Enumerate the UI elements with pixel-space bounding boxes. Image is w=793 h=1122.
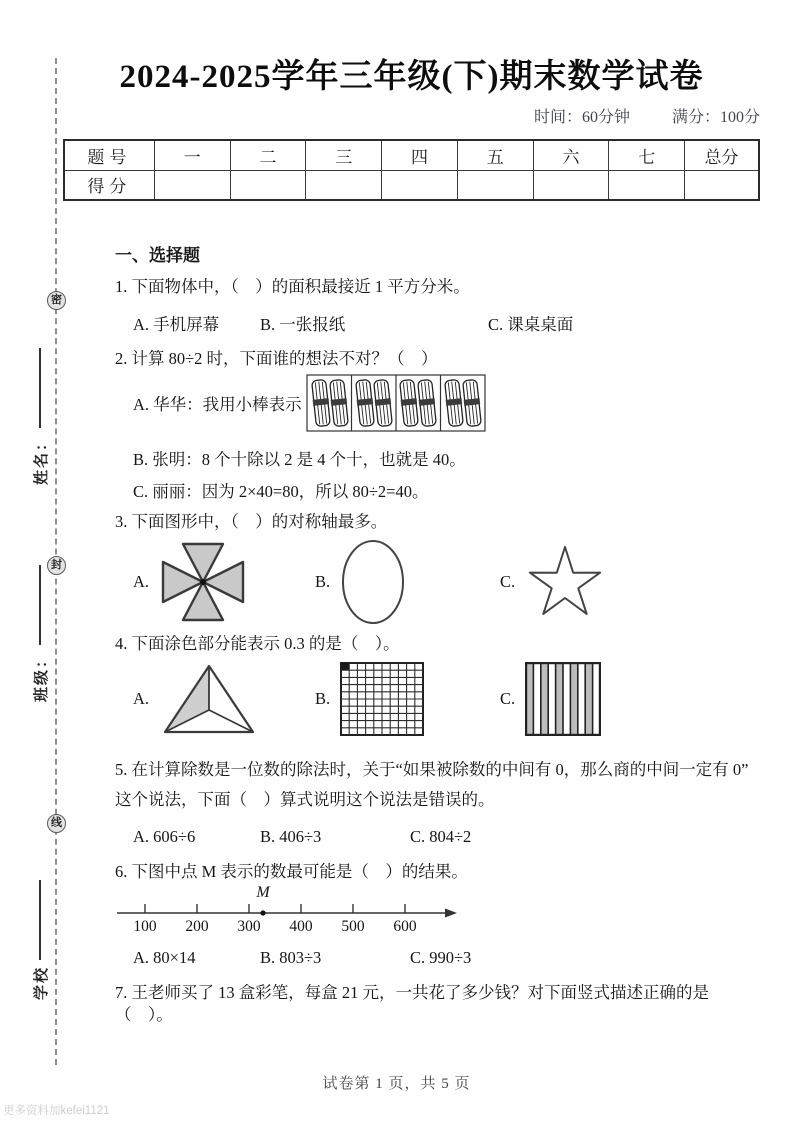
question-1-options — [63, 311, 760, 335]
question-6-options — [63, 948, 760, 968]
section-title: 一、选择题 — [115, 245, 200, 265]
question-3-shapes — [63, 537, 760, 627]
question-3: 3. 下面图形中，（ ）的对称轴最多。 — [115, 511, 388, 531]
option-a: A. 80×14 — [133, 947, 196, 967]
option-c-label: C. — [500, 688, 516, 708]
question-5 — [63, 755, 760, 815]
option-a-label: A. — [133, 688, 150, 708]
question-1: 1. 下面物体中，（ ）的面积最接近 1 平方分米。 — [115, 276, 470, 296]
option-a-text: A. 华华：我用小棒表示 — [133, 394, 302, 414]
class-label: 班级： — [33, 650, 50, 702]
option-b: B. 一张报纸 — [260, 314, 346, 334]
question-5-options — [63, 827, 760, 847]
tick-marks — [145, 904, 405, 913]
q4-option-c — [500, 662, 601, 736]
option-a: A. 手机屏幕 — [133, 314, 220, 334]
circle-shape — [340, 538, 406, 626]
question-2: 2. 计算 80÷2 时，下面谁的想法不对？（ ） — [115, 348, 438, 368]
name-label: 姓名： — [33, 433, 50, 485]
pinwheel-shape — [159, 540, 247, 624]
score-cell — [382, 171, 458, 200]
score-cell — [609, 171, 685, 200]
class-field — [29, 532, 51, 702]
option-b-label: B. — [315, 571, 331, 591]
school-field — [29, 860, 51, 1000]
question-5-line1: 5. 在计算除数是一位数的除法时，关于“如果被除数的中间有 0，那么商的中间一定有 0” — [115, 759, 749, 779]
col-header: 三 — [306, 140, 382, 171]
divided-triangle-shape — [159, 662, 257, 736]
q4-option-a — [133, 662, 315, 736]
col-header: 一 — [154, 140, 230, 171]
number-line-svg — [115, 885, 465, 937]
score-cell — [533, 171, 609, 200]
score-table — [63, 139, 760, 201]
star-shape — [525, 544, 605, 620]
point-m-label: M — [256, 884, 270, 901]
question-2-option-a — [63, 374, 760, 432]
question-4-shapes — [63, 659, 760, 739]
q4-option-b — [315, 662, 500, 736]
seal-char-mi: 密 — [47, 291, 66, 310]
question-7: 7. 王老师买了 13 盒彩笔，每盒 21 元，一共花了多少钱？对下面竖式描述正确的是（ ）。 — [115, 982, 709, 1024]
question-5-line2: 这个说法，下面（ ）算式说明这个说法是错误的。 — [115, 789, 495, 809]
tick-label: 500 — [341, 917, 365, 935]
hundred-grid-shape — [340, 662, 424, 736]
col-header: 总分 — [685, 140, 759, 171]
col-header: 二 — [230, 140, 306, 171]
full-score: 满分：100分 — [671, 108, 760, 126]
stick-bundles-figure — [306, 374, 486, 432]
q3-option-c — [500, 544, 605, 620]
option-c-label: C. — [500, 571, 516, 591]
question-2-option-c: C. 丽丽：因为 2×40=80，所以 80÷2=40。 — [133, 481, 429, 501]
score-row — [64, 171, 759, 200]
tick-label: 300 — [237, 917, 261, 935]
exam-page — [63, 55, 760, 1026]
option-a-label: A. — [133, 571, 150, 591]
col-header: 五 — [457, 140, 533, 171]
question-number-row — [64, 140, 759, 171]
option-b-label: B. — [315, 688, 331, 708]
seal-char-xian: 线 — [47, 814, 66, 833]
q3-option-a — [133, 540, 315, 624]
score-cell — [457, 171, 533, 200]
question-4: 4. 下面涂色部分能表示 0.3 的是（ ）。 — [115, 633, 400, 653]
q3-option-b — [315, 538, 500, 626]
school-blank-line — [39, 880, 41, 960]
arrow-head — [445, 908, 457, 917]
point-m-dot — [260, 910, 265, 915]
col-header: 四 — [382, 140, 458, 171]
option-c: C. 990÷3 — [410, 947, 472, 967]
col-header: 七 — [609, 140, 685, 171]
score-cell — [685, 171, 759, 200]
option-c: C. 课桌桌面 — [488, 314, 574, 334]
option-a: A. 606÷6 — [133, 826, 196, 846]
exam-title: 2024-2025学年三年级(下)期末数学试卷 — [119, 59, 704, 95]
tick-label: 100 — [133, 917, 157, 935]
name-field — [29, 315, 51, 485]
question-2-option-b: B. 张明：8 个十除以 2 是 4 个十，也就是 40。 — [133, 449, 466, 469]
score-cell — [154, 171, 230, 200]
time-limit: 时间：60分钟 — [533, 108, 630, 126]
tick-label: 600 — [393, 917, 417, 935]
name-blank-line — [39, 348, 41, 428]
score-cell — [230, 171, 306, 200]
row-header: 题号 — [64, 140, 154, 171]
question-6: 6. 下图中点 M 表示的数最可能是（ ）的结果。 — [115, 861, 468, 881]
option-c: C. 804÷2 — [410, 826, 472, 846]
school-label: 学校 — [33, 965, 50, 1000]
col-header: 六 — [533, 140, 609, 171]
option-b: B. 406÷3 — [260, 826, 322, 846]
striped-square-shape — [525, 662, 601, 736]
number-line-figure — [63, 885, 760, 942]
seal-char-feng: 封 — [47, 556, 66, 575]
page-footer: 试卷第 1 页，共 5 页 — [322, 1076, 471, 1092]
exam-meta — [63, 104, 760, 127]
tick-label: 400 — [289, 917, 313, 935]
tick-label: 200 — [185, 917, 209, 935]
row-header: 得分 — [64, 171, 154, 200]
watermark-text: 更多资料加kefei1121 — [3, 1105, 110, 1117]
option-b: B. 803÷3 — [260, 947, 322, 967]
score-cell — [306, 171, 382, 200]
class-blank-line — [39, 565, 41, 645]
